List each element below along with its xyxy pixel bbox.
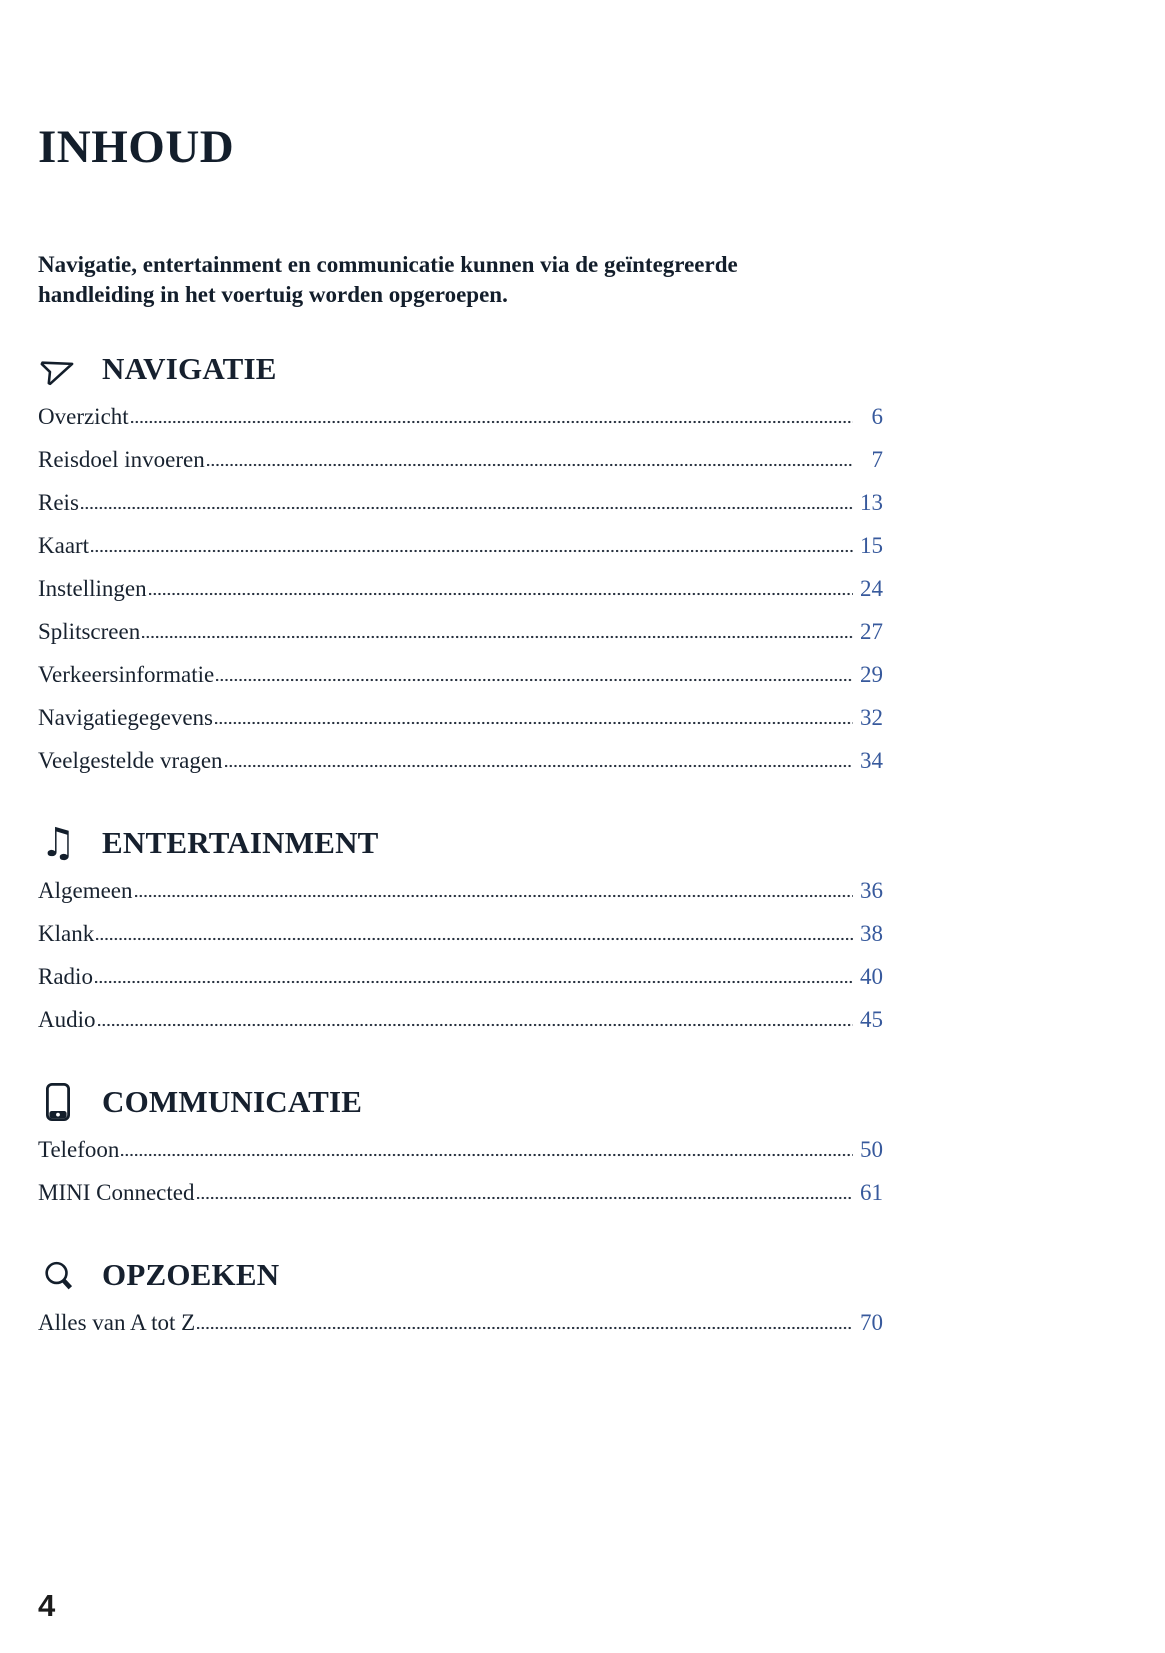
toc-sections xyxy=(38,346,883,1338)
toc-entry-page[interactable]: 45 xyxy=(860,1007,883,1032)
toc-entry-page[interactable]: 13 xyxy=(860,490,883,515)
toc-entry[interactable] xyxy=(38,531,883,561)
dot-leader xyxy=(197,1179,854,1200)
toc-entry-label: MINI Connected xyxy=(38,1180,195,1205)
toc-entry-label: Radio xyxy=(38,964,93,989)
toc-entry-page[interactable]: 36 xyxy=(860,878,883,903)
toc-section-opzoeken xyxy=(38,1252,883,1338)
dot-leader xyxy=(207,446,853,467)
dot-leader xyxy=(81,489,853,510)
dot-leader xyxy=(197,1309,853,1330)
toc-entry-label: Splitscreen xyxy=(38,619,141,644)
section-heading xyxy=(38,1079,883,1125)
toc-entry[interactable] xyxy=(38,1005,883,1035)
toc-entry-page[interactable]: 34 xyxy=(860,748,883,773)
smartphone-icon xyxy=(38,1083,78,1121)
toc-entry-label: Verkeersinformatie xyxy=(38,662,215,687)
page-number-footer: 4 xyxy=(38,1588,56,1623)
section-heading xyxy=(38,346,883,392)
section-heading xyxy=(38,820,883,866)
toc-entry-label: Alles van A tot Z xyxy=(38,1310,196,1335)
toc-entry[interactable] xyxy=(38,445,883,475)
section-title: NAVIGATIE xyxy=(102,351,277,386)
toc-entry-page[interactable]: 7 xyxy=(871,447,883,472)
toc-entry[interactable] xyxy=(38,746,883,776)
toc-entry-label: Veelgestelde vragen xyxy=(38,748,223,773)
section-title: OPZOEKEN xyxy=(102,1257,280,1292)
section-entries xyxy=(38,1308,883,1338)
toc-entry-label: Overzicht xyxy=(38,404,129,429)
toc-entry[interactable] xyxy=(38,402,883,432)
dot-leader xyxy=(95,963,853,984)
section-entries xyxy=(38,876,883,1035)
toc-entry-label: Kaart xyxy=(38,533,90,558)
dot-leader xyxy=(215,704,853,725)
dot-leader xyxy=(149,575,853,596)
toc-entry-page[interactable]: 27 xyxy=(860,619,883,644)
toc-entry-label: Navigatiegegevens xyxy=(38,705,213,730)
toc-section-entertainment xyxy=(38,820,883,1035)
toc-entry-page[interactable]: 38 xyxy=(860,921,883,946)
toc-entry[interactable] xyxy=(38,574,883,604)
dot-leader xyxy=(216,661,853,682)
toc-entry-page[interactable]: 24 xyxy=(860,576,883,601)
toc-entry-page[interactable]: 29 xyxy=(860,662,883,687)
toc-entry-page[interactable]: 70 xyxy=(860,1310,883,1335)
toc-entry-page[interactable]: 40 xyxy=(860,964,883,989)
toc-entry-page[interactable]: 32 xyxy=(860,705,883,730)
toc-entry-label: Instellingen xyxy=(38,576,147,601)
toc-entry-label: Klank xyxy=(38,921,95,946)
page-title: INHOUD xyxy=(38,121,235,173)
dot-leader xyxy=(135,877,853,898)
toc-entry[interactable] xyxy=(38,1308,883,1338)
intro-text: Navigatie, entertainment en communicatie kunnen via de geïntegreerde handleiding in het voertuig worden opgeroepen. xyxy=(38,252,738,307)
toc-entry[interactable] xyxy=(38,1178,883,1208)
toc-entry-page[interactable]: 15 xyxy=(860,533,883,558)
toc-entry[interactable] xyxy=(38,488,883,518)
section-entries xyxy=(38,402,883,776)
toc-entry-label: Audio xyxy=(38,1007,96,1032)
dot-leader xyxy=(96,920,853,941)
dot-leader xyxy=(131,403,853,424)
section-title: COMMUNICATIE xyxy=(102,1084,363,1119)
toc-entry-label: Telefoon xyxy=(38,1137,120,1162)
toc-entry-label: Reis xyxy=(38,490,79,515)
search-icon xyxy=(38,1259,78,1292)
toc-entry[interactable] xyxy=(38,962,883,992)
navigation-arrow-icon xyxy=(38,351,78,387)
toc-entry-page[interactable]: 50 xyxy=(860,1137,883,1162)
toc-entry-page[interactable]: 61 xyxy=(860,1180,883,1205)
toc-section-navigatie xyxy=(38,346,883,776)
toc-entry[interactable] xyxy=(38,919,883,949)
dot-leader xyxy=(142,618,853,639)
toc-entry[interactable] xyxy=(38,703,883,733)
section-title: ENTERTAINMENT xyxy=(102,825,379,860)
music-note-icon: ♫ xyxy=(40,820,76,866)
dot-leader xyxy=(225,747,853,768)
toc-entry-page[interactable]: 6 xyxy=(871,404,883,429)
dot-leader xyxy=(91,532,853,553)
toc-entry-label: Algemeen xyxy=(38,878,133,903)
toc-entry[interactable] xyxy=(38,876,883,906)
dot-leader xyxy=(121,1136,853,1157)
toc-section-communicatie xyxy=(38,1079,883,1208)
section-heading xyxy=(38,1252,883,1298)
dot-leader xyxy=(98,1006,854,1027)
toc-entry[interactable] xyxy=(38,617,883,647)
toc-entry[interactable] xyxy=(38,1135,883,1165)
section-entries xyxy=(38,1135,883,1208)
toc-entry-label: Reisdoel invoeren xyxy=(38,447,205,472)
toc-entry[interactable] xyxy=(38,660,883,690)
